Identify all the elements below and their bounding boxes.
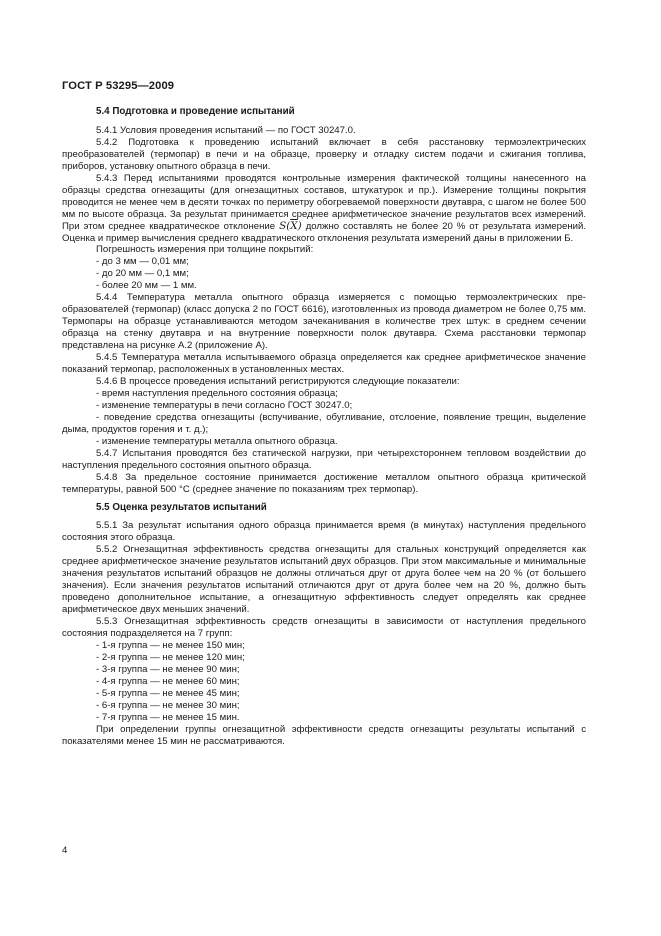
list-item-group-2: - 2-я группа — не менее 120 мин; bbox=[96, 651, 245, 663]
list-item-indicator-4: - изменение температуры металла опытного образца. bbox=[96, 435, 338, 447]
list-item-group-6: - 6-я группа — не менее 30 мин; bbox=[96, 699, 240, 711]
page-number: 4 bbox=[62, 845, 68, 856]
paragraph-5-4-3-text: 5.4.3 Перед испытаниями проводятся контрольные измерения фактической толщины нанесенного на образцы средства огнезащиты (для огнезащитных составов, штукатурок и пр.). Измерение толщины покрытия проводится не менее чем в десяти точках по периметру обогреваемой поверхности двутавра, с шагом не более 500 мм по высоте образца. За результат принимается среднее арифметическое значение результатов всех измерений. При этом среднее квадратическое отклонение bbox=[62, 172, 586, 232]
list-item-group-3: - 3-я группа — не менее 90 мин; bbox=[96, 663, 240, 675]
document-body bbox=[62, 106, 586, 748]
paragraph-5-4-6: 5.4.6 В процессе проведения испытаний регистрируются следующие показатели: bbox=[96, 375, 460, 387]
list-item-group-7: - 7-я группа — не менее 15 мин. bbox=[96, 711, 240, 723]
section-title-5-4: 5.4 Подготовка и проведение испытаний bbox=[96, 106, 295, 117]
paragraph-5-5-4: При определении группы огнезащитной эффективности средств огнезащиты результаты испытаний с показателями менее 15 мин не рассматриваются. bbox=[62, 723, 586, 747]
list-item-group-1: - 1-я группа — не менее 150 мин; bbox=[96, 639, 245, 651]
list-item-indicator-1: - время наступления предельного состояния образца; bbox=[96, 387, 338, 399]
formula-symbol-s: S bbox=[279, 219, 287, 232]
paragraph-5-4-3-tail: должно составлять не более 20 % от результата измерений. Оценка и пример вычисления среднего квадратического отклонения результата измерений даны в приложении Б. bbox=[62, 220, 586, 244]
paragraph-5-4-3 bbox=[62, 173, 586, 245]
section-title-5-5: 5.5 Оценка результатов испытаний bbox=[96, 501, 267, 513]
document-code-header: ГОСТ Р 53295—2009 bbox=[62, 80, 175, 92]
paragraph-5-4-1: 5.4.1 Условия проведения испытаний — по ГОСТ 30247.0. bbox=[96, 124, 356, 136]
formula-symbol-x-mean: $\overline{X}$ bbox=[290, 219, 298, 232]
paragraph-5-4-4: 5.4.4 Температура металла опытного образца измеряется с помощью термоэлектрических преобразователей (термопар) (класс допуска 2 по ГОСТ 6616), изготовленных из провода диаметром не более 0,75 мм. Термопары на образце устанавливаются методом зачеканивания в количестве трех штук: в среднем сечении образца на стенку двутавра и на внутренние поверхности полок двутавра. Схема расстановки термопар представлена на рисунке А.2 (приложение А). bbox=[62, 292, 586, 352]
list-item-indicator-2: - изменение температуры в печи согласно ГОСТ 30247.0; bbox=[96, 399, 353, 411]
paragraph-5-5-1: 5.5.1 За результат испытания одного образца принимается время (в минутах) наступления предельного состояния этого образца. bbox=[62, 520, 586, 544]
paragraph-5-4-5: 5.4.5 Температура металла испытываемого образца определяется как среднее арифметическое значение показаний термопар, расположенных в установленных местах. bbox=[62, 352, 586, 376]
list-item-accuracy-2: - до 20 мм — 0,1 мм; bbox=[96, 268, 189, 280]
paragraph-5-5-3: 5.5.3 Огнезащитная эффективность средств огнезащиты в зависимости от наступления предельного состояния подразделяется на 7 групп: bbox=[62, 616, 586, 640]
list-item-accuracy-3: - более 20 мм — 1 мм. bbox=[96, 280, 197, 292]
list-item-group-5: - 5-я группа — не менее 45 мин; bbox=[96, 687, 240, 699]
paragraph-5-4-2: 5.4.2 Подготовка к проведению испытаний включает в себя расстановку термоэлектрических преобразователей (термопар) в печи и на образце, проверку и отладку систем подачи и сжигания топлива, приборов, установку опытного образца в печи. bbox=[62, 136, 586, 172]
paragraph-5-4-7: 5.4.7 Испытания проводятся без статической нагрузки, при четырехстороннем тепловом воздействии до наступления предельного состояния опытного образца. bbox=[62, 447, 586, 471]
list-item-accuracy-1: - до 3 мм — 0,01 мм; bbox=[96, 256, 189, 268]
std-deviation-formula: $S(\overline{X})$ bbox=[279, 219, 302, 232]
paragraph-5-5-2: 5.5.2 Огнезащитная эффективность средства огнезащиты для стальных конструкций определяется как среднее арифметическое значение результатов испытаний двух образцов. При этом максимальные и минимальные значения результатов испытаний образцов не должны отличаться друг от друга более чем на 20 % (от большего значения). Если значения результатов испытаний отличаются друг от друга более чем на 20 %, должно быть проведено дополнительное испытание, а огнезащитную эффективность следует определять как среднее арифметическое двух меньших значений. bbox=[62, 544, 586, 616]
paragraph-5-4-8: 5.4.8 За предельное состояние принимается достижение металлом опытного образца критической температуры, равной 500 °С (среднее значение по показаниям трех термопар). bbox=[62, 471, 586, 495]
paragraph-accuracy-intro: Погрешность измерения при толщине покрытий: bbox=[96, 244, 314, 256]
list-item-indicator-3: - поведение средства огнезащиты (вспучивание, обугливание, отслоение, появление трещин, выделение дыма, продуктов горения и т. д.); bbox=[62, 411, 586, 435]
list-item-group-4: - 4-я группа — не менее 60 мин; bbox=[96, 675, 240, 687]
